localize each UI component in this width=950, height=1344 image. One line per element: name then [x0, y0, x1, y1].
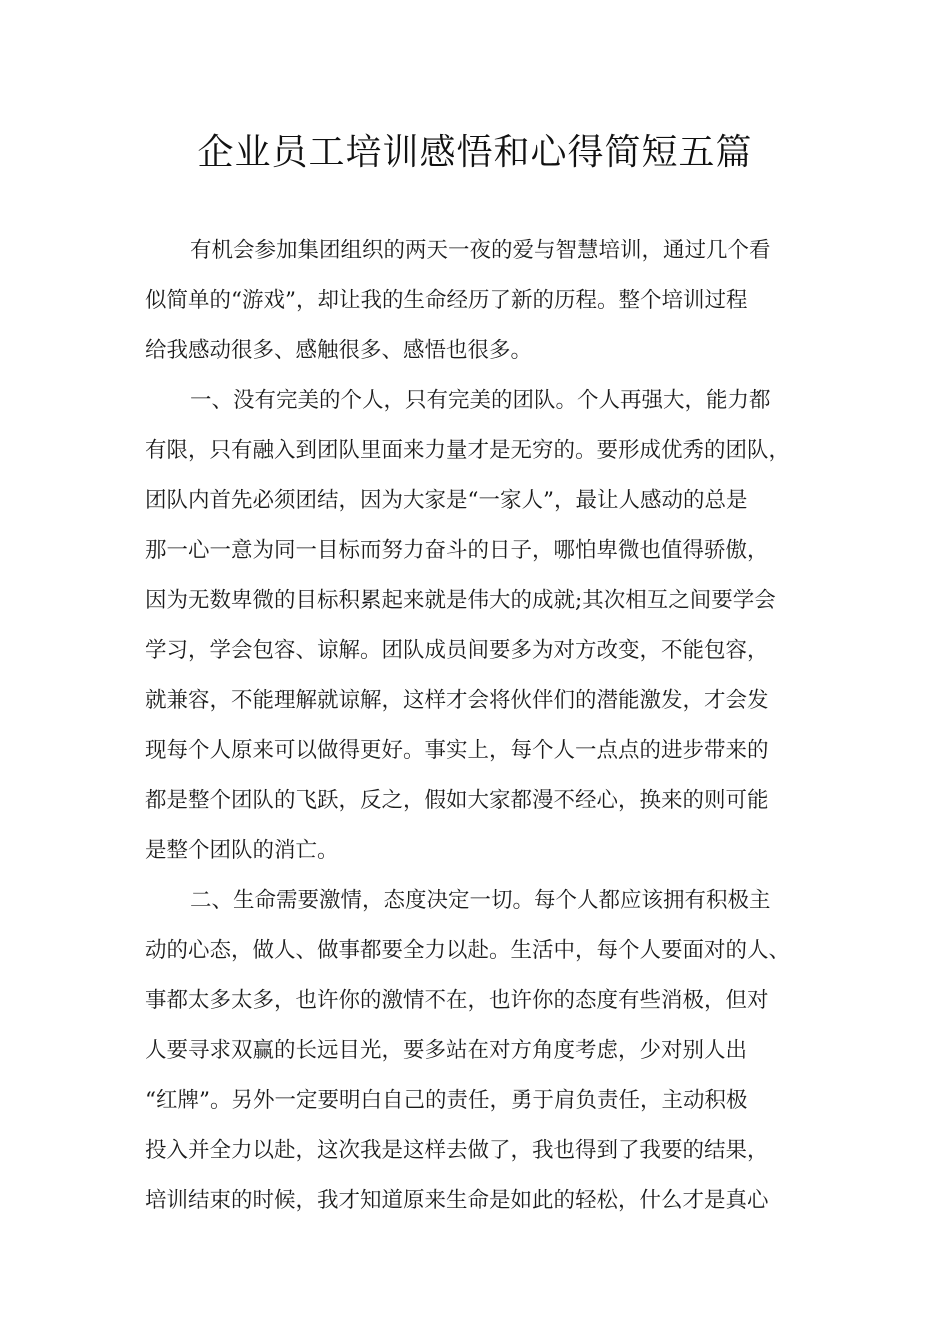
paragraph-line: 培训结束的时候，我才知道原来生命是如此的轻松，什么才是真心 — [145, 1188, 769, 1213]
paragraph-line: 团队内首先必须团结，因为大家是“一家人”，最让人感动的总是 — [145, 488, 748, 513]
paragraph-line: 就兼容，不能理解就谅解，这样才会将伙伴们的潜能激发，才会发 — [145, 688, 769, 713]
paragraph-line: 事都太多太多，也许你的激情不在，也许你的态度有些消极，但对 — [145, 988, 769, 1013]
paragraph-line: 是整个团队的消亡。 — [145, 838, 339, 863]
paragraph-line: 学习，学会包容、谅解。团队成员间要多为对方改变，不能包容， — [145, 638, 769, 663]
paragraph-line: 有机会参加集团组织的两天一夜的爱与智慧培训，通过几个看 — [190, 238, 771, 263]
paragraph-line: 有限，只有融入到团队里面来力量才是无穷的。要形成优秀的团队， — [145, 438, 791, 463]
paragraph-line: 给我感动很多、感触很多、感悟也很多。 — [145, 338, 533, 363]
paragraph-line: 动的心态，做人、做事都要全力以赴。生活中，每个人要面对的人、 — [145, 938, 791, 963]
paragraph-line: 都是整个团队的飞跃，反之，假如大家都漫不经心，换来的则可能 — [145, 788, 769, 813]
paragraph-line: 似简单的“游戏”，却让我的生命经历了新的历程。整个培训过程 — [145, 288, 748, 313]
paragraph-line: 二、生命需要激情，态度决定一切。每个人都应该拥有积极主 — [190, 888, 771, 913]
paragraph-line: 那一心一意为同一目标而努力奋斗的日子，哪怕卑微也值得骄傲， — [145, 538, 769, 563]
paragraph-line: 投入并全力以赴，这次我是这样去做了，我也得到了我要的结果， — [145, 1138, 769, 1163]
paragraph-line: 现每个人原来可以做得更好。事实上，每个人一点点的进步带来的 — [145, 738, 769, 763]
paragraph-line: 一、没有完美的个人，只有完美的团队。个人再强大，能力都 — [190, 388, 771, 413]
document-title: 企业员工培训感悟和心得简短五篇 — [197, 132, 753, 173]
paragraph-line: “红牌”。另外一定要明白自己的责任，勇于肩负责任，主动积极 — [145, 1088, 748, 1113]
paragraph-line: 因为无数卑微的目标积累起来就是伟大的成就;其次相互之间要学会 — [145, 588, 776, 613]
paragraph-line: 人要寻求双赢的长远目光，要多站在对方角度考虑，少对别人出 — [145, 1038, 748, 1063]
